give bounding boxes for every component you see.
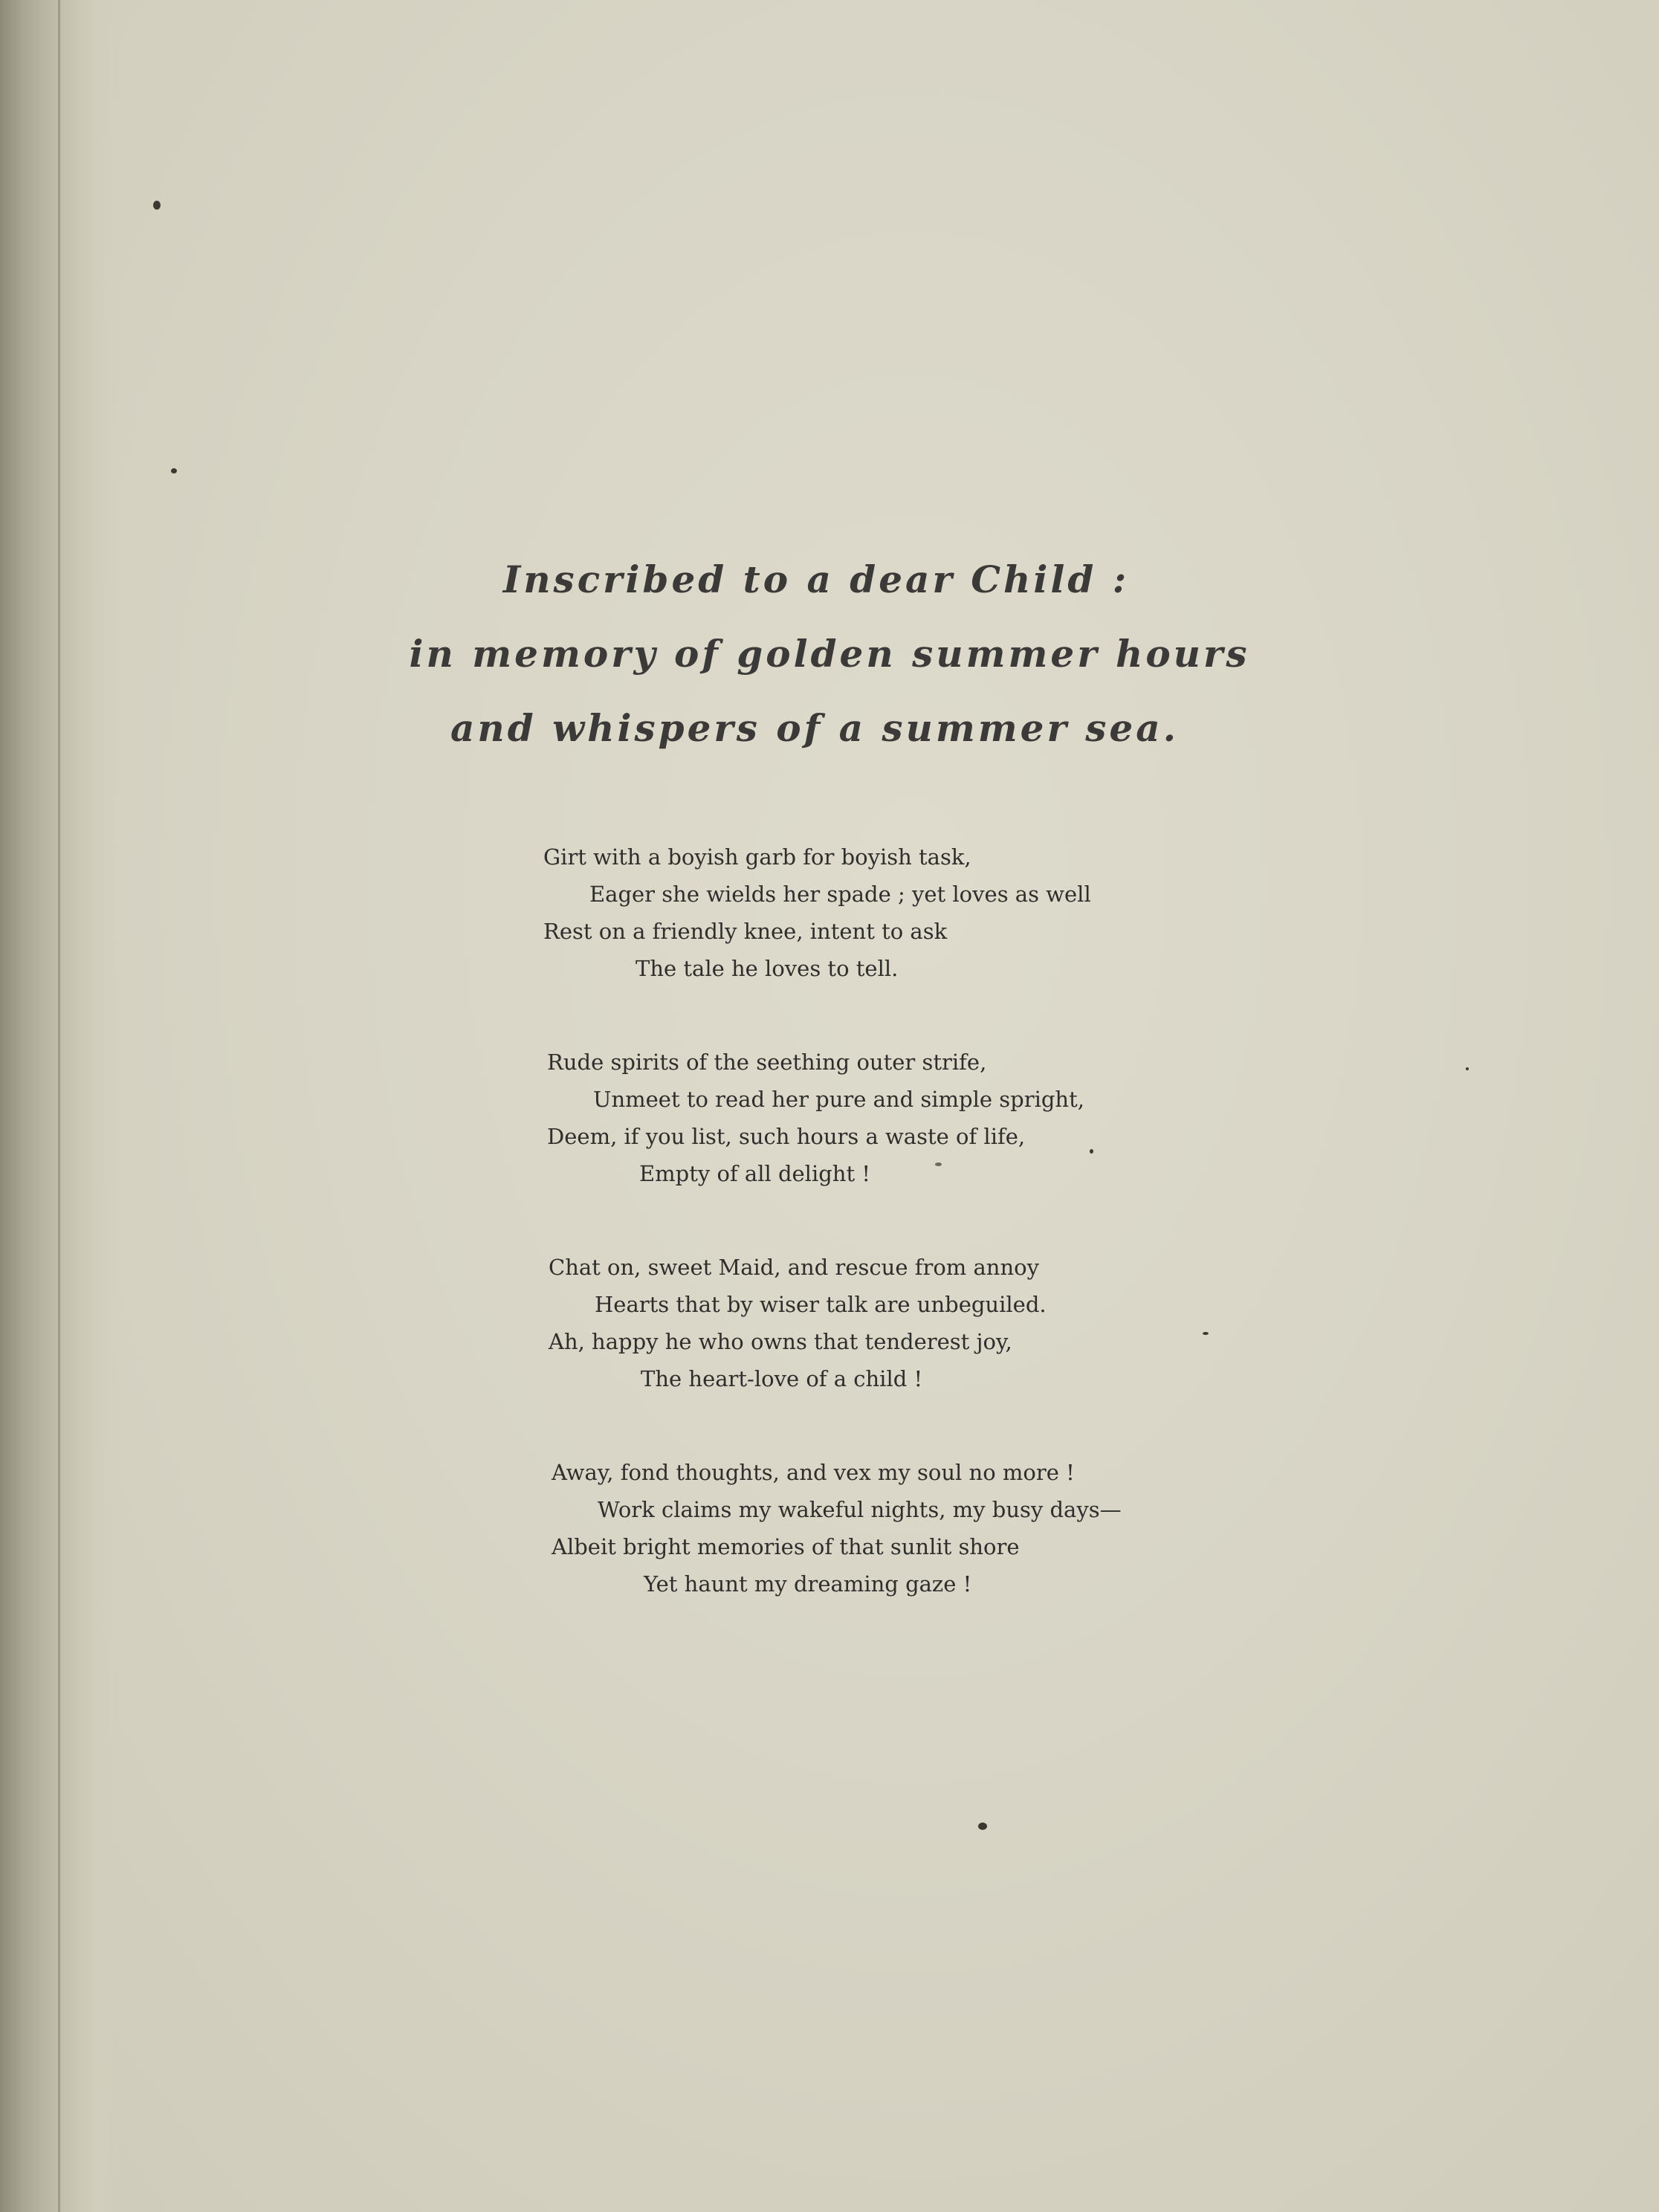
poem-line: Chat on, sweet Maid, and rescue from annoy (549, 1255, 1039, 1280)
ink-speck (978, 1823, 987, 1830)
poem-stanza (549, 1249, 1047, 1397)
dedication-line: in memory of golden summer hours (409, 632, 1250, 676)
ink-speck (1090, 1149, 1093, 1154)
dedication-line: and whispers of a summer sea. (450, 706, 1180, 750)
poem-line: The tale he loves to tell. (636, 956, 899, 981)
poem-stanza (547, 1044, 1084, 1192)
poem-stanza (543, 838, 1091, 987)
poem-line: Hearts that by wiser talk are unbeguiled. (595, 1292, 1047, 1317)
dedication-heading (0, 543, 1659, 766)
poem-line: Rude spirits of the seething outer strife, (547, 1050, 987, 1075)
ink-speck (1466, 1067, 1469, 1070)
binding-edge (58, 0, 60, 2212)
poem-line: Unmeet to read her pure and simple spright, (593, 1087, 1084, 1112)
poem-line: Girt with a boyish garb for boyish task, (543, 844, 971, 870)
poem-line: Away, fond thoughts, and vex my soul no more ! (552, 1460, 1075, 1485)
poem-stanza (552, 1454, 1122, 1603)
poem-line: Empty of all delight ! (639, 1161, 870, 1186)
poem-line: Yet haunt my dreaming gaze ! (644, 1571, 972, 1597)
ink-speck (1203, 1332, 1209, 1335)
poem-line: Ah, happy he who owns that tenderest joy, (549, 1329, 1012, 1354)
dedication-line: Inscribed to a dear Child : (502, 557, 1130, 601)
poem-line: Albeit bright memories of that sunlit shore (552, 1534, 1020, 1559)
poem-line: The heart-love of a child ! (641, 1366, 923, 1391)
ink-speck (153, 201, 161, 210)
ink-speck (171, 468, 177, 473)
poem-line: Eager she wields her spade ; yet loves as well (589, 882, 1091, 907)
poem-line: Work claims my wakeful nights, my busy days— (598, 1497, 1122, 1522)
poem-line: Rest on a friendly knee, intent to ask (543, 919, 948, 944)
poem-line: Deem, if you list, such hours a waste of life, (547, 1124, 1026, 1149)
